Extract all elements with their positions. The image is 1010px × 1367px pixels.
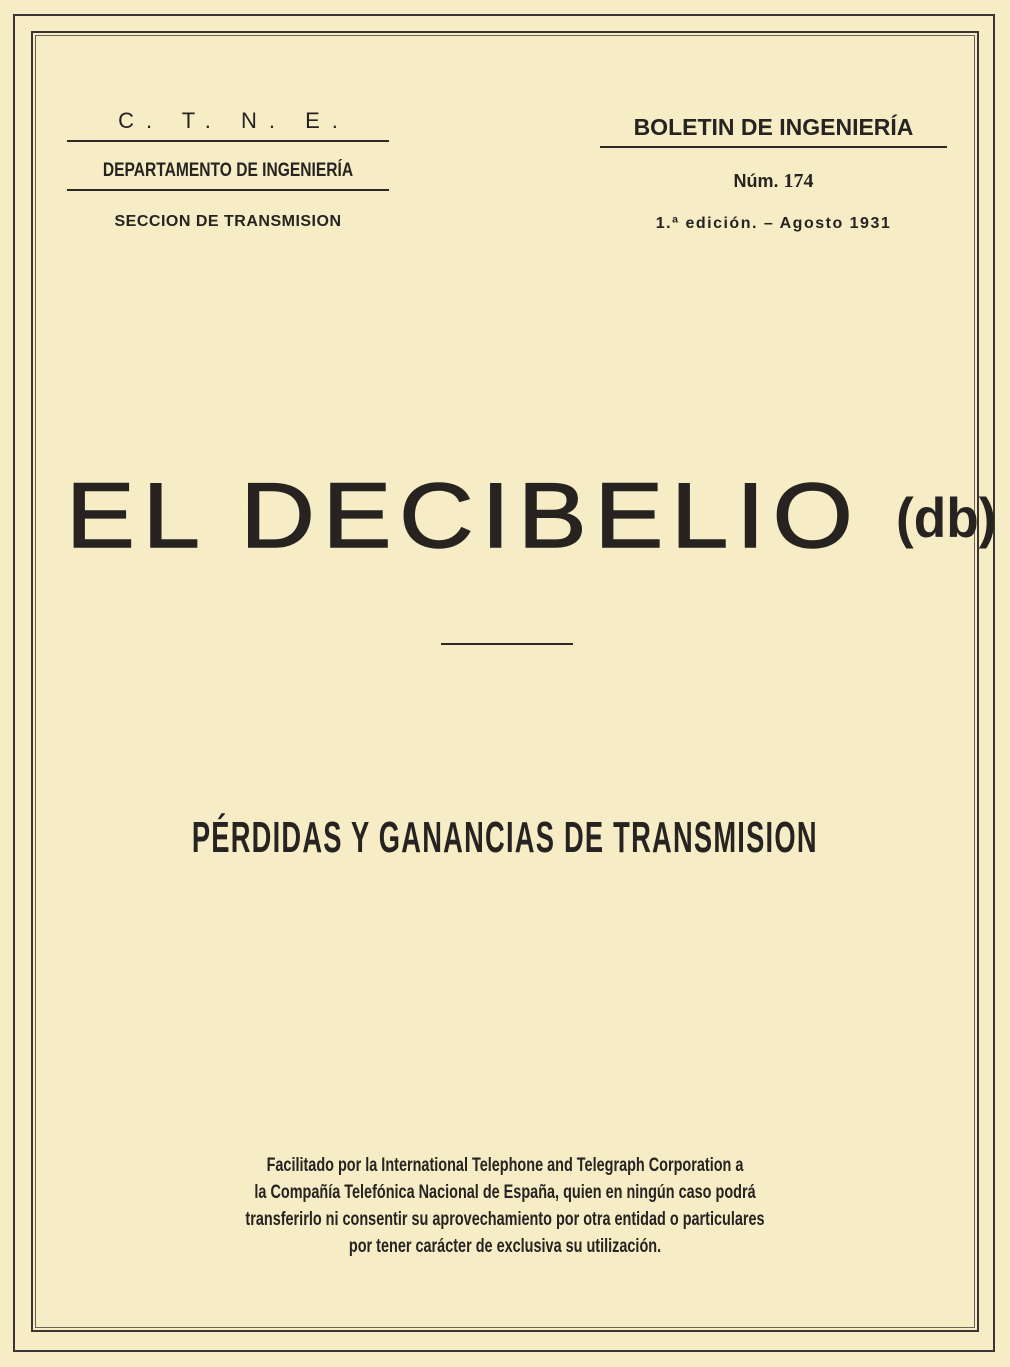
document-title — [66, 465, 997, 567]
edition-date: 1.ª edición. – Agosto 1931 — [655, 215, 892, 232]
footer-line: por tener carácter de exclusiva su utilización. — [348, 1236, 662, 1257]
footer-notice — [140, 1152, 870, 1260]
left-header — [67, 106, 389, 231]
subtitle-text: PÉRDIDAS Y GANANCIAS DE TRANSMISION — [192, 813, 818, 862]
title-unit: (db) — [896, 486, 997, 549]
section-label: SECCION DE TRANSMISION — [114, 213, 342, 230]
footer-line: Facilitado por la International Telephone and Telegraph Corporation a — [266, 1155, 744, 1176]
department-label: DEPARTAMENTO DE INGENIERÍA — [102, 160, 354, 181]
bulletin-number — [733, 170, 813, 193]
divider — [67, 140, 389, 142]
org-abbreviation: C. T. N. E. — [118, 108, 350, 133]
right-header — [600, 112, 947, 233]
number-label: Núm. — [733, 171, 779, 191]
bulletin-title: BOLETIN DE INGENIERÍA — [633, 114, 914, 140]
divider — [600, 146, 947, 148]
footer-line: la Compañía Telefónica Nacional de España, quien en ningún caso podrá — [254, 1182, 756, 1203]
title-divider — [441, 643, 573, 645]
divider — [67, 189, 389, 191]
document-subtitle — [0, 808, 1010, 868]
title-main: EL DECIBELIO — [66, 465, 861, 567]
footer-line: transferirlo ni consentir su aprovechamiento por otra entidad o particulares — [245, 1209, 765, 1230]
number-value: 174 — [783, 170, 814, 192]
